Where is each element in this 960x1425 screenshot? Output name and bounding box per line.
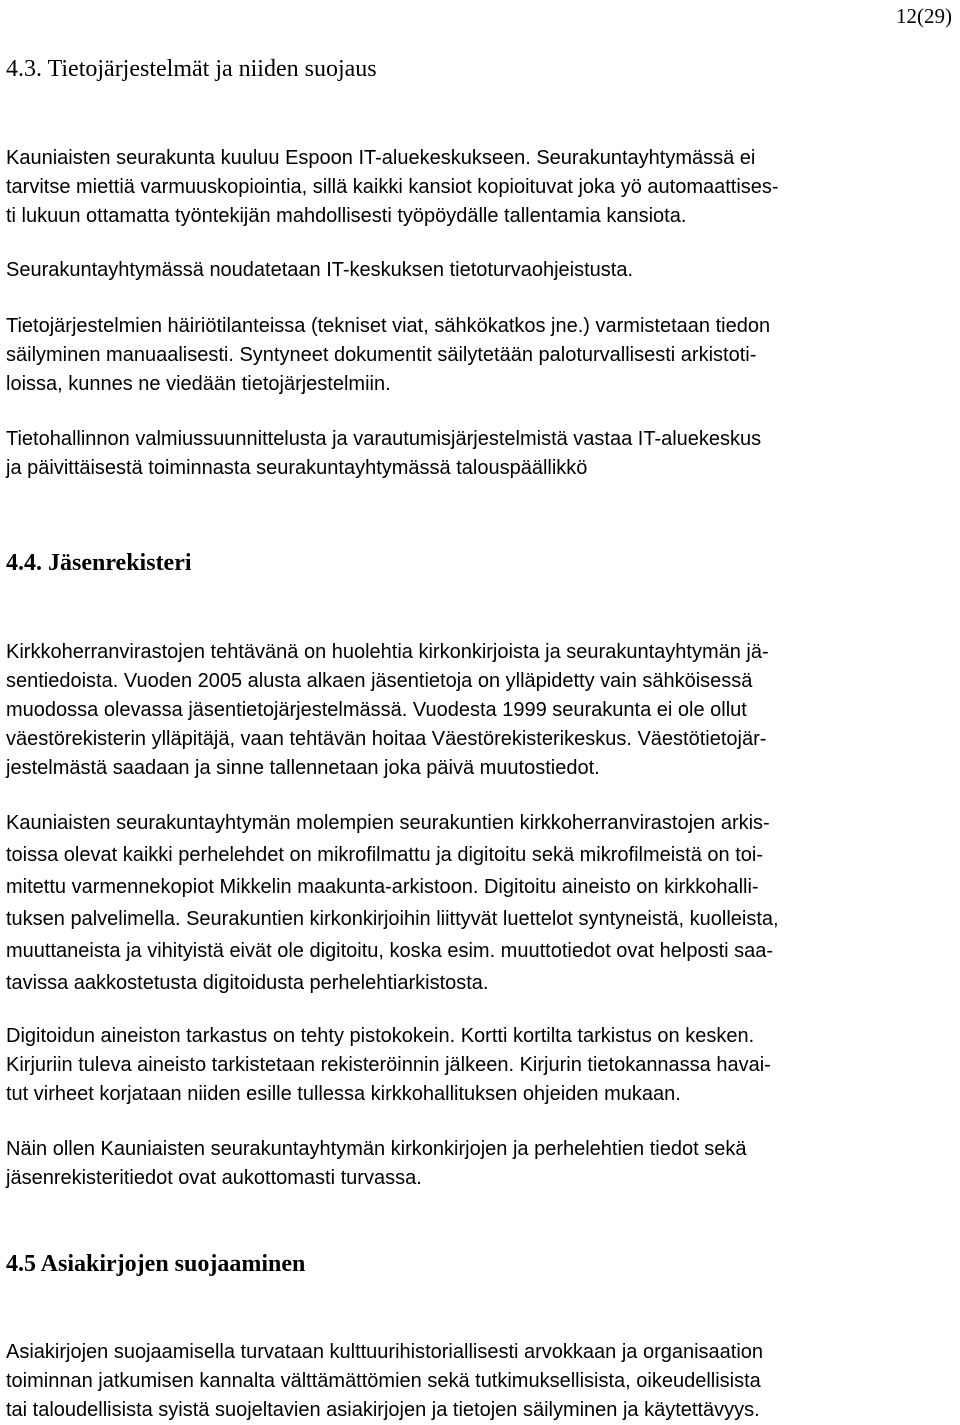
section-heading-4-3: 4.3. Tietojärjestelmät ja niiden suojaus: [6, 56, 377, 82]
paragraph: [6, 1135, 952, 1193]
text-line: Näin ollen Kauniaisten seurakuntayhtymän kirkonkirjojen ja perhelehtien tiedot sekä: [6, 1138, 747, 1160]
section-heading-4-5: 4.5 Asiakirjojen suojaaminen: [6, 1251, 306, 1277]
text-line: tuksen palvelimella. Seurakuntien kirkonkirjoihin liittyvät luettelot syntyneistä, kuolleista,: [6, 908, 779, 930]
text-line: Kauniaisten seurakuntayhtymän molempien seurakuntien kirkkoherranvirastojen arkis-: [6, 812, 770, 834]
text-line: tavissa aakkostetusta digitoidusta perhelehtiarkistosta.: [6, 972, 489, 994]
paragraph: [6, 144, 952, 231]
text-line: tarvitse miettiä varmuuskopiointia, sillä kaikki kansiot kopioituvat joka yö automaattises-: [6, 176, 779, 198]
text-line: Tietojärjestelmien häiriötilanteissa (tekniset viat, sähkökatkos jne.) varmistetaan tiedon: [6, 315, 771, 337]
text-line: loissa, kunnes ne viedään tietojärjestelmiin.: [6, 373, 391, 395]
section-heading-4-4: 4.4. Jäsenrekisteri: [6, 550, 192, 576]
text-line: ti lukuun ottamatta työntekijän mahdollisesti työpöydälle tallentamia kansiota.: [6, 205, 687, 227]
paragraph: [6, 312, 952, 399]
text-line: Asiakirjojen suojaamisella turvataan kulttuurihistoriallisesti arvokkaan ja organisaation: [6, 1341, 764, 1363]
text-line: väestörekisterin ylläpitäjä, vaan tehtävän hoitaa Väestörekisterikeskus. Väestötietojär-: [6, 728, 767, 750]
text-line: toiminnan jatkumisen kannalta välttämättömien sekä tutkimuksellisista, oikeudellisista: [6, 1370, 761, 1392]
paragraph: [6, 807, 952, 999]
text-line: säilyminen manuaalisesti. Syntyneet dokumentit säilytetään paloturvallisesti arkistoti-: [6, 344, 757, 366]
paragraph: [6, 1022, 952, 1109]
text-line: tut virheet korjataan niiden esille tullessa kirkkohallituksen ohjeiden mukaan.: [6, 1083, 681, 1105]
text-line: muuttaneista ja vihityistä eivät ole digitoitu, koska esim. muuttotiedot ovat helposti saa-: [6, 940, 774, 962]
text-line: Digitoidun aineiston tarkastus on tehty pistokokein. Kortti kortilta tarkistus on kesken.: [6, 1025, 755, 1047]
text-line: Kirkkoherranvirastojen tehtävänä on huolehtia kirkonkirjoista ja seurakuntayhtymän jä-: [6, 641, 769, 663]
paragraph: [6, 256, 952, 285]
text-line: Seurakuntayhtymässä noudatetaan IT-keskuksen tietoturvaohjeistusta.: [6, 259, 634, 281]
paragraph: [6, 425, 952, 483]
page-number: 12(29): [896, 4, 952, 28]
text-line: toissa olevat kaikki perhelehdet on mikrofilmattu ja digitoitu sekä mikrofilmeistä on toi-: [6, 844, 764, 866]
text-line: tai taloudellisista syistä suojeltavien asiakirjojen ja tietojen säilyminen ja käytettävyys.: [6, 1399, 760, 1421]
text-line: Tietohallinnon valmiussuunnittelusta ja varautumisjärjestelmistä vastaa IT-aluekeskus: [6, 428, 762, 450]
text-line: Kauniaisten seurakunta kuuluu Espoon IT-aluekeskukseen. Seurakuntayhtymässä ei: [6, 147, 756, 169]
paragraph: [6, 638, 952, 783]
text-line: mitettu varmennekopiot Mikkelin maakunta-arkistoon. Digitoitu aineisto on kirkkohalli-: [6, 876, 759, 898]
text-line: muodossa olevassa jäsentietojärjestelmässä. Vuodesta 1999 seurakunta ei ole ollut: [6, 699, 747, 721]
text-line: sentiedoista. Vuoden 2005 alusta alkaen jäsentietoja on ylläpidetty vain sähköisessä: [6, 670, 753, 692]
text-line: jestelmästä saadaan ja sinne tallennetaan joka päivä muutostiedot.: [6, 757, 600, 779]
text-line: Kirjuriin tuleva aineisto tarkistetaan rekisteröinnin jälkeen. Kirjurin tietokannassa havai-: [6, 1054, 771, 1076]
text-line: ja päivittäisestä toiminnasta seurakuntayhtymässä talouspäällikkö: [6, 457, 588, 479]
text-line: jäsenrekisteritiedot ovat aukottomasti turvassa.: [6, 1167, 422, 1189]
paragraph: [6, 1338, 952, 1425]
